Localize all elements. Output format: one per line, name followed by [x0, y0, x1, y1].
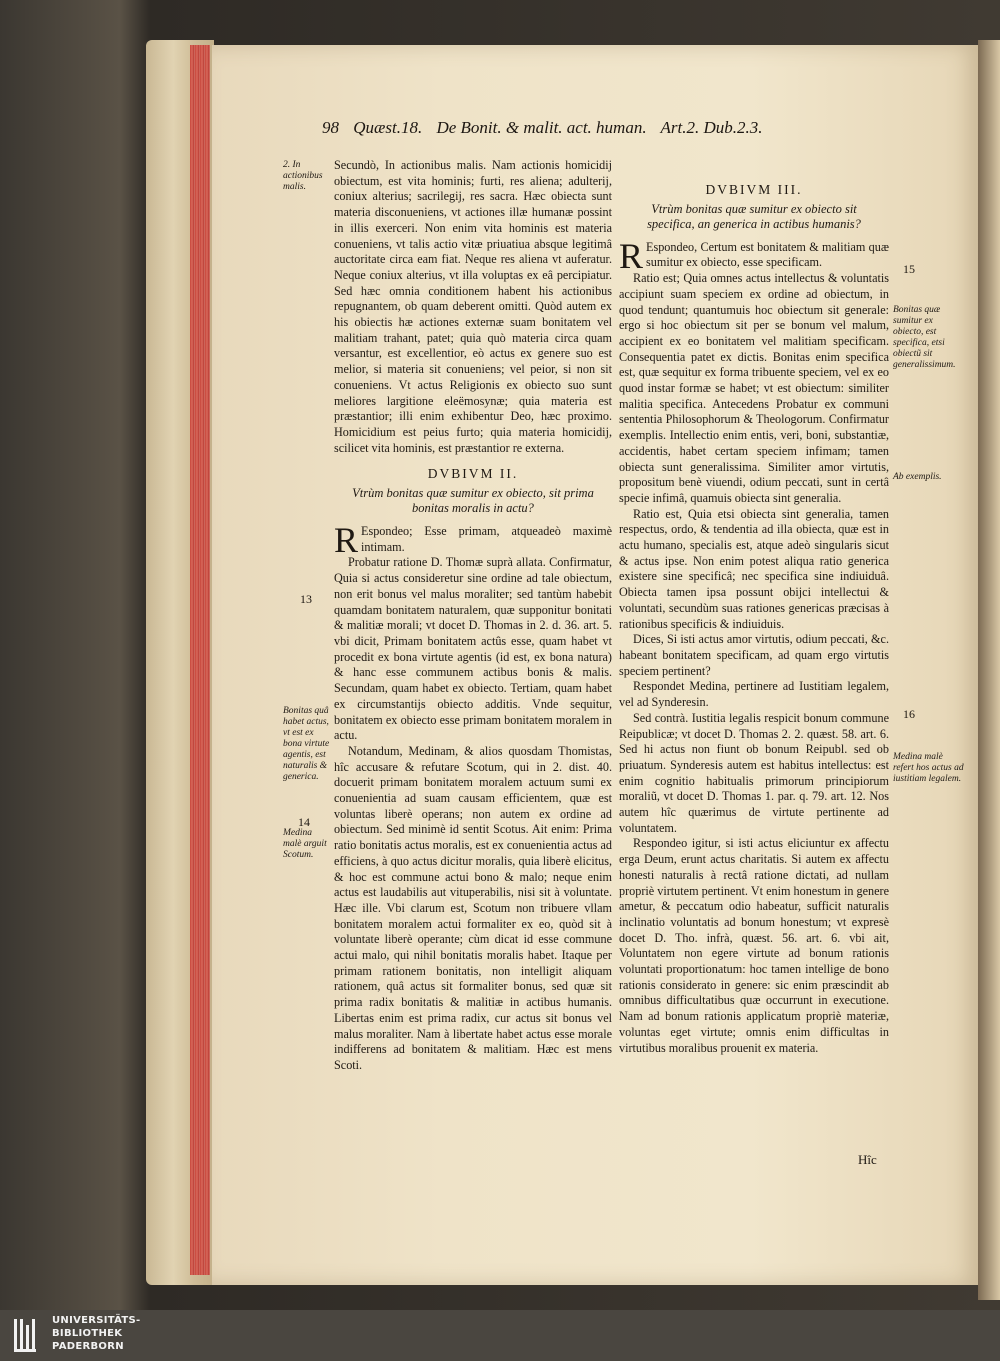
paragraph-notandum: Notandum, Medinam, & alios quosdam Thomistas, hîc accusare & refutare Scotum, qui in 2. dist. 40. docuerit primam bonitatem moralem actuum sumi ex conuenientia ad suam causam efficientem, quæ est voluntas liberè operans; non autem ex ordine ad obiectum. Sed minimè id sentit Scotus. Ait enim: Prima ratio bonitatis actus moralis, est ex conuenientia actus ad efficiens, à quo actus dicitur moralis, quia liberè elicitus, & hoc est commune actui bono & malo; neque enim actus est laudabilis aut vituperabilis, nisi sit à voluntate. Hæc ille. Vbi clarum est, Scotum non tribuere vllam bonitatem moralem actui formaliter ex eo, quòd sit à voluntate liberè operante; cùm dicat id esse commune actui malo, qui nihil bonitatis moralis habet. Itaque per primam rationem bonitatis, non intelligit aliquam rationem, quâ actus sit formaliter bonus, sed quæ sit prima radix bonitatis & malitiæ in actibus humanis. Libertas enim est prima radix, cur actus sit bonus vel malus moraliter. Nam à libertate habet actus esse morale indifferens ad bonitatem & malitiam. Hæc est mens Scoti.	[334, 743, 612, 1072]
library-footer	[0, 1310, 1000, 1361]
paragraph-respondet-medina: Respondet Medina, pertinere ad Iustitiam legalem, vel ad Synderesin.	[619, 679, 889, 710]
facing-page-edge	[978, 40, 1000, 1300]
left-column	[334, 158, 612, 1074]
paragraph-intro: Secundò, In actionibus malis. Nam actionis homicidij obiectum, est vita hominis; furti, res aliena; adulterij, coniux alterius; sacrilegij, res sacra. Hæc obiecta sunt materia disconueniens, vt actiones illæ humanæ possint in illis exerceri. Non enim vita hominis est materia conueniens, vt talis actio vitæ priuatiua absque legitimâ auctoritate circa eam fiat. Neque res aliena vt auferatur. Neque coniux alterius, vt illa voluptas ex eâ percipiatur. Sed hæc omnia conditionem habent his actionibus repugnantem, ob quam deberent omitti. Quòd autem ex his obiectis hæ actiones externæ suam bonitatem vel malitiam trahant, patet; quia quò materia circa quam versantur, est excellentior, eò actus ex genere suo est melior, si materia sit conueniens; vel peior, si non sit conueniens. Vt actus Religionis ex obiecto suo sunt meliores largitione eleëmosynæ; quia materia est præstantior; illi enim exhibentur Deo, hæc proximo. Homicidium est peius furto; quia materia homicidij, scilicet vita hominis, est præstantior re externa.	[334, 158, 612, 455]
page-number: 98	[322, 118, 339, 137]
margin-note: Bonitas quâ habet actus, vt est ex bona virtute agentis, est naturalis & generica.	[283, 706, 330, 782]
paragraph-number: 13	[300, 592, 312, 606]
section-heading-dubium-2: DVBIVM II.	[427, 466, 519, 482]
running-head-question: Quæst.18.	[353, 118, 423, 137]
paragraph-number: 16	[903, 707, 915, 721]
paragraph-dices: Dices, Si isti actus amor virtutis, odium peccati, &c. habeant bonitatem specificam, ad quam ergo virtutis speciem pertinent?	[619, 632, 889, 678]
paragraph-ratio-2: Ratio est, Quia etsi obiecta sint generalia, tamen respectus, ordo, & tendentia ad illa obiecta, quæ est in actu humano, specialis est, atque adeò singularis sicut & actus ipse. Non enim potest aliqua ratio generica existere sine specificâ; nec specifica sine indiuiduâ. Obiecta tamen ipsa possunt obijci intellectui & voluntati, secundùm suas rationes genericas præcisas à rationibus specificis & indiuiduis.	[619, 506, 889, 631]
catchword: Hîc	[858, 1152, 877, 1167]
paragraph-ratio: Ratio est; Quia omnes actus intellectus & voluntatis accipiunt suam speciem ex ordine ad obiectum, in quod tendunt; quantumuis hoc obiectum sit generale: ergo si hoc obiectum sit per se bonum vel malum, accipient ex eo bonitatem vel malitiam specificam. Consequentia patet ex dictis. Bonitas enim specifica est, quæ sequitur ex forma tribuente speciem, vel ex eo quod instar formæ se habet; vt est obiectum: similiter malitia specifica. Antecedens Probatur ex communi sententia Philosophorum & Theologorum. Confirmatur exemplis. Intellectio enim entis, veri, boni, substantiæ, accidentis, habet certam speciem infimam; tamen obiecta sunt generalissima. Similiter amor virtutis, propositum benè viuendi, odium peccati, sunt in certâ specie infimâ, quamuis obiecta sint generalia.	[619, 271, 889, 505]
paragraph-response-dubium-3: R Espondeo, Certum est bonitatem & malitiam quæ sumitur ex obiecto, esse specificam.	[619, 235, 889, 276]
drop-cap: R	[619, 235, 644, 276]
section-heading-dubium-3: DVBIVM III.	[705, 182, 803, 197]
section-question-dubium-3: Vtrùm bonitas quæ sumitur ex obiecto sit specifica, an generica in actibus humanis?	[647, 201, 861, 231]
red-page-edges	[190, 45, 210, 1275]
right-column	[619, 172, 889, 1056]
margin-note: Bonitas quæ sumitur ex obiecto, est specifica, etsi obiectũ sit generalissimum.	[893, 305, 956, 370]
section-question-dubium-2: Vtrùm bonitas quæ sumitur ex obiecto, sit prima bonitas moralis in actu?	[352, 486, 594, 516]
margin-note: 2. In actionibus malis.	[283, 160, 323, 192]
paragraph-respondeo-igitur: Respondeo igitur, si isti actus eliciuntur ex affectu erga Deum, erunt actus charitatis. Si autem ex affectu honesti naturalis à rectâ ratione dictati, ad nullam propriè virtutem pertinent. Vt enim honestum in genere ametur, & peccatum odio habeatur, sufficit naturalis inclinatio voluntatis ad bonum honestum; vt expresè docet D. Tho. infrà, quæst. 56. art. 6. vbi ait, Voluntatem non egere virtute ad bonum rationis voluntati proportionatum: hoc tamen intellige de bono rationis considerato in genere: sic enim præscindit ab omnibus difficultatibus quæ occurrunt in executione. Nam ad bonum rationis applicatum propriè materiæ, voluntas eget virtute; omnis enim difficultas in virtutibus moralibus prouenit ex materia.	[619, 836, 889, 1055]
paragraph-probatur: Probatur ratione D. Thomæ suprà allata. Confirmatur, Quia si actus consideretur sine ordine ad tale obiectum, non erit bonus vel malus moraliter; sed tantùm habebit quamdam bonitatem naturalem, quæ supponitur bonitati & malitiæ morali; vt docet D. Thomas in 2. d. 36. art. 5. vbi dicit, Primam bonitatem actûs esse, quam habet vt procedit ex bona virtute agentis (id est, ex bona natura) & hanc esse communem actibus bonis & malis. Secundam, quam habet ex obiecto. Tertiam, quam habet ex circumstantijs obiecto additis. Vnde sequitur, bonitatem ex obiecto esse primam bonitatem moralem in actu.	[334, 555, 612, 743]
running-head-article: Art.2. Dub.2.3.	[660, 118, 763, 137]
paragraph-sed-contra: Sed contrà. Iustitia legalis respicit bonum commune Reipublicæ; vt docet D. Thomas 2. 2. quæst. 58. art. 6. Sed hi actus non fiunt ob bonum Reipubl. sed ob priuatum. Synderesis autem est habitus intellectus: est enim cognitio habitualis primorum principiorum moraliũ, vt docet D. Thomas 1. par. q. 79. art. 12. Nos autem hîc quærimus de virtute pertinente ad voluntatem.	[619, 710, 889, 835]
margin-note: Medina malè refert hos actus ad iustitiam legalem.	[893, 752, 964, 784]
running-head	[322, 118, 882, 138]
library-name: UNIVERSITÄTS- BIBLIOTHEK PADERBORN	[52, 1315, 141, 1352]
paragraph-number: 14	[298, 815, 310, 829]
paragraph-number: 15	[903, 262, 915, 276]
margin-note: Medina malè arguit Scotum.	[283, 828, 327, 860]
drop-cap: R	[334, 520, 359, 561]
running-head-title: De Bonit. & malit. act. human.	[436, 118, 647, 137]
library-logo-icon	[12, 1317, 42, 1353]
paragraph-response-dubium-2: R Espondeo; Esse primam, atqueadeò maximè intimam.	[334, 520, 612, 561]
margin-note: Ab exemplis.	[893, 472, 942, 482]
